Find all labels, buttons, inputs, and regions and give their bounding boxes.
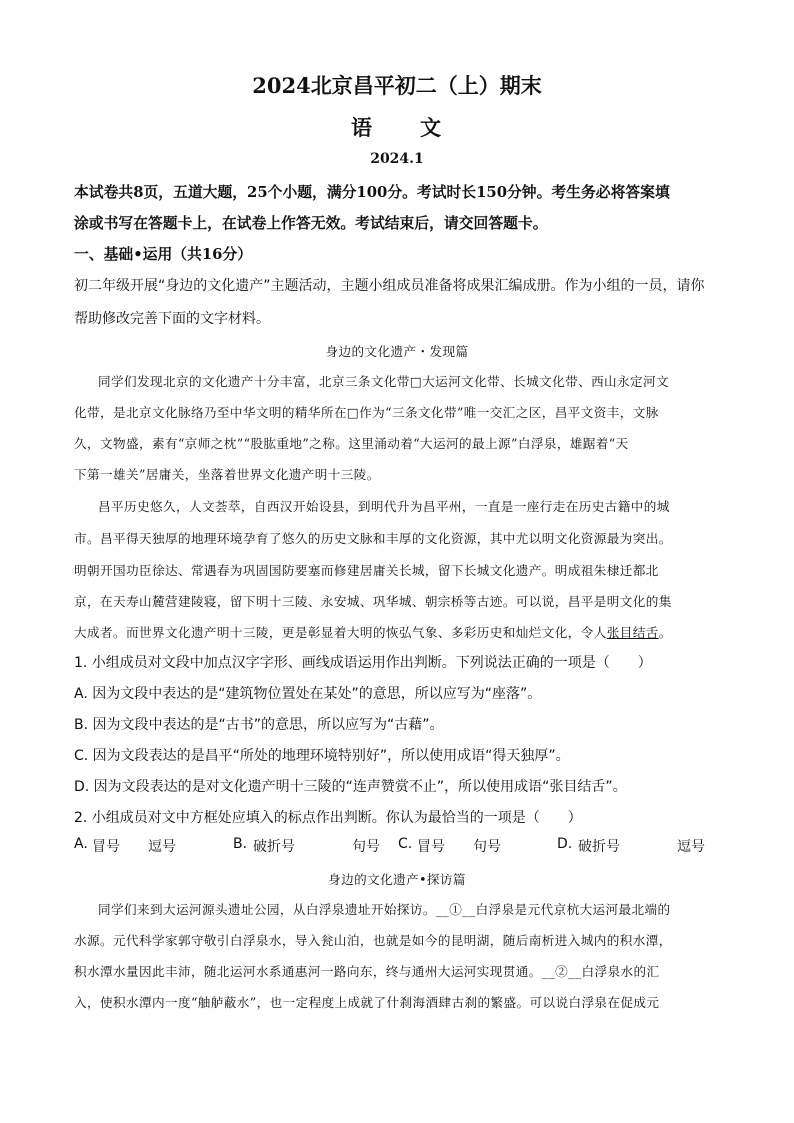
- q2-option-c-second: 句号: [473, 839, 501, 855]
- section-heading: 一、基础•运用（共16分）: [74, 246, 253, 263]
- passage1-title: 身边的文化遗产・发现篇: [325, 344, 469, 359]
- passage2-line: 水源。元代科学家郭守敬引白浮泉水，导入瓮山泊，也就是如今的昆明湖，随后南析进入城内的积水潭，: [74, 933, 672, 948]
- passage2-line: 入，使积水潭内一度“舳舻蔽水”，也一定程度上成就了什刹海酒肆古刹的繁盛。可以说白浮泉在促成元: [74, 995, 660, 1010]
- passage2-line: 积水潭水量因此丰沛，随北运河水系通惠河一路向东，终与通州大运河实现贯通。__②__白浮泉水的汇: [74, 964, 660, 979]
- passage1-line: 同学们发现北京的文化遗产十分丰富，北京三条文化带□大运河文化带、长城文化带、西山永定河文: [98, 374, 670, 389]
- passage1-line: 下第一雄关”居庸关，坐落着世界文化遗产明十三陵。: [74, 467, 380, 482]
- passage2-line: 同学们来到大运河源头遗址公园，从白浮泉遗址开始探访。__①__白浮泉是元代京杭大运河最北端的: [98, 902, 671, 917]
- exam-date: 2024.1: [370, 151, 424, 167]
- passage1-line: 化带，是北京文化脉络乃至中华文明的精华所在□作为“三条文化带”唯一交汇之区，昌平文资丰，文脉: [74, 405, 659, 420]
- passage1-period: 。: [658, 625, 672, 640]
- q1-option-a: A. 因为文段中表达的是“建筑物位置处在某处”的意思，所以应写为“座落”。: [74, 686, 542, 702]
- q2-option-d-letter: D.: [557, 836, 573, 852]
- question-1: 1. 小组成员对文段中加点汉字字形、画线成语运用作出判断。下列说法正确的一项是（ ）: [74, 655, 652, 671]
- q2-option-b-first: 破折号: [253, 839, 295, 855]
- q2-option-c-letter: C.: [398, 836, 413, 852]
- instructions-line-2: 涂或书写在答题卡上，在试卷上作答无效。考试结束后，请交回答题卡。: [74, 215, 548, 232]
- exam-title: 2024北京昌平初二（上）期末: [252, 73, 542, 98]
- instructions-line-1: 本试卷共8页，五道大题，25个小题，满分100分。考试时长150分钟。考生务必将答案填: [74, 184, 670, 201]
- passage1-line: 京，在天寿山麓营建陵寝，留下明十三陵、永安城、巩华城、朝宗桥等古迹。可以说，昌平是明文化的集: [74, 594, 672, 609]
- subject-title: 语 文: [351, 115, 443, 140]
- passage1-line-last: [74, 622, 724, 641]
- passage1-line: 市。昌平得天独厚的地理环境孕育了悠久的历史文脉和丰厚的文化资源，其中尤以明文化资源最为突出。: [74, 531, 672, 546]
- passage1-line: 久，文物盛，素有“京师之枕”“股肱重地”之称。这里涌动着“大运河的最上源”白浮泉，雄踞着“天: [74, 436, 629, 451]
- q2-option-d-first: 破折号: [578, 839, 620, 855]
- q2-option-c-first: 冒号: [417, 839, 445, 855]
- q2-option-b-second: 句号: [352, 839, 380, 855]
- q2-option-a-letter: A.: [74, 836, 88, 852]
- q2-option-b-letter: B.: [233, 836, 248, 852]
- q1-option-d: D. 因为文段表达的是对文化遗产明十三陵的“连声赞赏不止”，所以使用成语“张目结舌”。: [74, 779, 627, 795]
- passage2-title: 身边的文化遗产•探访篇: [328, 872, 466, 887]
- section-intro-line-2: 帮助修改完善下面的文字材料。: [74, 311, 270, 327]
- q1-option-c: C. 因为文段表达的是昌平“所处的地理环境特别好”，所以使用成语“得天独厚”。: [74, 748, 570, 764]
- passage1-line: 昌平历史悠久，人文荟萃，自西汉开始设县，到明代升为昌平州，一直是一座行走在历史古籍中的城: [98, 499, 670, 514]
- passage1-text: 大成者。而世界文化遗产明十三陵，更是彰显着大明的恢弘气象、多彩历史和灿烂文化，令人: [74, 625, 607, 640]
- passage1-line: 明朝开国功臣徐达、常遇春为巩固国防要塞而修建居庸关长城，留下长城文化遗产。明成祖朱棣迁都北: [74, 563, 659, 578]
- q1-option-b: B. 因为文段中表达的是“古书”的意思，所以应写为“古藉”。: [74, 717, 444, 733]
- underlined-idiom: 张目结舌: [606, 625, 659, 640]
- q2-option-a-second: 逗号: [148, 839, 176, 855]
- q2-option-d-second: 逗号: [677, 839, 705, 855]
- section-intro-line-1: 初二年级开展“身边的文化遗产”主题活动，主题小组成员准备将成果汇编成册。作为小组的一员，请你: [74, 278, 705, 294]
- question-2: 2. 小组成员对文中方框处应填入的标点作出判断。你认为最恰当的一项是（ ）: [74, 810, 582, 826]
- q2-option-a-first: 冒号: [92, 839, 120, 855]
